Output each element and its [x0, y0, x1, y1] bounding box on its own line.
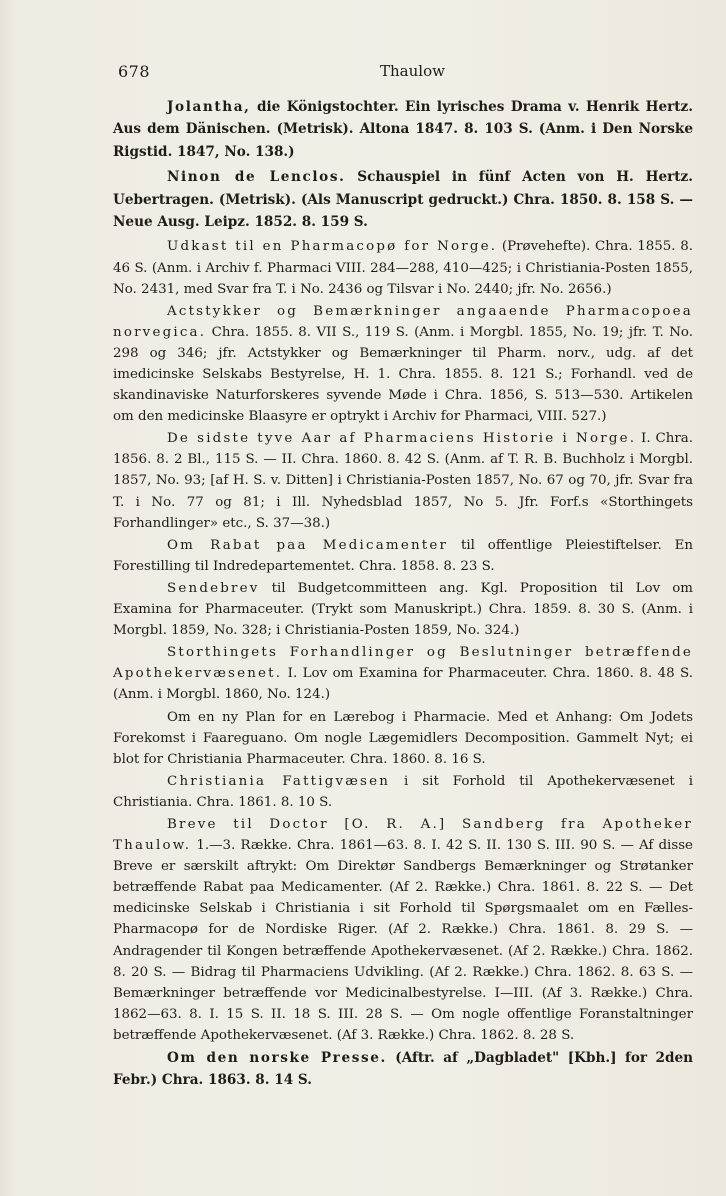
- bibliography-entry: [113, 301, 693, 428]
- bibliography-entry: [113, 96, 693, 163]
- bibliography-entry: [113, 642, 693, 705]
- entry-title: De sidste tyve Aar af Pharmaciens Historie i Norge.: [167, 431, 637, 447]
- bibliography-entry: [113, 166, 693, 233]
- entry-text: (Aftr. af „Dagbladet" [Kbh.] for 2den Febr.) Chra. 1863. 8. 14 S.: [113, 1050, 694, 1089]
- entry-title: Ninon de Lenclos.: [167, 169, 346, 186]
- entry-text: Med et Anhang: Om Jodets Forekomst i Faareguano. Om nogle Lægemidlers Decomposition. Gammelt Nyt; ei blot for Christiania Pharmaceuter. Chra. 1860. 8. 16 S.: [113, 709, 693, 767]
- entry-title: Om Rabat paa Medicamenter: [167, 537, 449, 553]
- entry-text: die Königstochter. Ein lyrisches Drama v. Henrik Hertz. Aus dem Dänischen. (Metrisk). Altona 1847. 8. 103 S. (Anm. i Den Norske Rigstid. 1847, No. 138.): [113, 99, 693, 160]
- entry-title: Om en ny Plan for en Lærebog i Pharmacie.: [167, 709, 491, 725]
- bibliography-entry: [113, 428, 693, 533]
- page-header: [118, 62, 688, 86]
- bibliography-list: [113, 96, 693, 1095]
- entry-title: Udkast til en Pharmacopø for Norge.: [167, 239, 498, 255]
- entry-text: til Budgetcommitteen ang. Kgl. Proposition til Lov om Examina for Pharmaceuter. (Trykt som Manuskript.) Chra. 1859. 8. 30 S. (Anm. i Morgbl. 1859, No. 328; i Christiania-Posten 1859, No. 324.): [113, 580, 693, 639]
- bibliography-entry: [113, 771, 693, 813]
- entry-title: Om den norske Presse.: [167, 1050, 387, 1066]
- entry-title: Christiania Fattigvæsen: [167, 773, 391, 789]
- entry-text: Schauspiel in fünf Acten von H. Hertz. Uebertragen. (Metrisk). (Als Manuscript gedruckt.) Chra. 1850. 8. 158 S. — Neue Ausg. Leipz. 1852. 8. 159 S.: [113, 169, 694, 231]
- bibliography-entry: [113, 814, 693, 1046]
- entry-text: i sit Forhold til Apothekervæsenet i Christiania. Chra. 1861. 8. 10 S.: [113, 773, 693, 810]
- entry-title: Breve til Doctor [O. R. A.] Sandberg fra Apotheker Thaulow.: [113, 816, 693, 854]
- entry-text: I. Chra. 1856. 8. 2 Bl., 115 S. — II. Chra. 1860. 8. 42 S. (Anm. af T. R. B. Buchholz i Morgbl. 1857, No. 93; [af H. S. v. Ditten] i Christiania-Posten 1857, No. 67 og 70, jfr. Svar fra T. i No. 77 og 81; i Ill. Nyhedsblad 1857, No 5. Jfr. Forf.s «Storthingets Forhandlinger» etc., S. 37—38.): [113, 431, 693, 531]
- entry-text: 1.—3. Række. Chra. 1861—63. 8. I. 42 S. II. 130 S. III. 90 S. — Af disse Breve er særskilt aftrykt: Om Direktør Sandbergs Bemærkninger og Strøtanker betræffende Rabat paa Medicamenter. (Af 2. Række.) Chra. 1861. 8. 22 S. — Det medicinske Selskab i Christiania i sit Forhold til Spørgsmaalet om en Fælles-Pharmacopø for de Nordiske Riger. (Af 2. Række.) Chra. 1861. 8. 29 S. — Andragender til Kongen betræffende Apothekervæsenet. (Af 2. Række.) Chra. 1862. 8. 20 S. — Bidrag til Pharmaciens Udvikling. (Af 2. Række.) Chra. 1862. 8. 63 S. — Bemærkninger betræffende vor Medicinalbestyrelse. I—III. (Af 3. Række.) Chra. 1862—63. 8. I. 15 S. II. 18 S. III. 28 S. — Om nogle offentlige Foranstaltninger betræffende Apothekervæsenet. (Af 3. Række.) Chra. 1862. 8. 28 S.: [113, 838, 693, 1043]
- bibliography-entry: [113, 578, 693, 641]
- entry-text: I. Lov om Examina for Pharmaceuter. Chra. 1860. 8. 48 S. (Anm. i Morgbl. 1860, No. 124.): [113, 666, 693, 703]
- bibliography-entry: [113, 1047, 693, 1092]
- bibliography-entry: [113, 535, 693, 577]
- bibliography-entry: [113, 236, 693, 299]
- entry-text: (Prøvehefte). Chra. 1855. 8. 46 S. (Anm. i Archiv f. Pharmaci VIII. 284—288, 410—425; i Christiania-Posten 1855, No. 2431, med Svar fra T. i No. 2436 og Tilsvar i No. 2440; jfr. No. 2656.): [113, 239, 693, 297]
- page-number: 678: [118, 62, 151, 81]
- entry-title: Sendebrev: [167, 580, 260, 596]
- entry-title: Storthingets Forhandlinger og Beslutninger betræffende Apothekervæsenet.: [113, 645, 693, 682]
- entry-title: Jolantha,: [167, 99, 251, 115]
- bibliography-entry: [113, 707, 693, 770]
- running-head: Thaulow: [380, 62, 445, 80]
- entry-text: til offentlige Pleiestiftelser. En Forestilling til Indredepartementet. Chra. 1858. 8. 23 S.: [113, 537, 693, 574]
- entry-title: Actstykker og Bemærkninger angaaende Pharmacopoea norvegica.: [113, 303, 693, 340]
- entry-text: Chra. 1855. 8. VII S., 119 S. (Anm. i Morgbl. 1855, No. 19; jfr. T. No. 298 og 346; jfr. Actstykker og Bemærkninger til Pharm. norv., udg. af det imedicinske Selskabs Bestyrelse, H. 1. Chra. 1855. 8. 121 S.; Forhandl. ved de skandinaviske Naturforskeres syvende Møde i Chra. 1856, S. 513—530. Artikelen om den medicinske Blaasyre er optrykt i Archiv for Pharmaci, VIII. 527.): [113, 324, 693, 425]
